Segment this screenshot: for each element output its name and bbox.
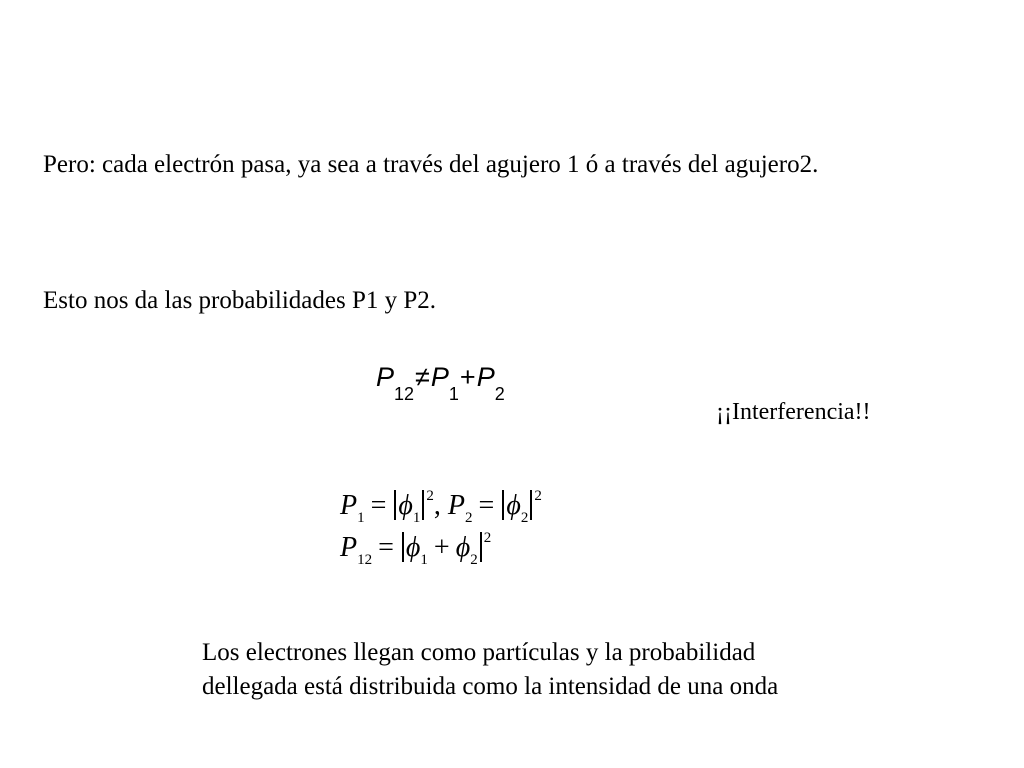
formula-exponent: 2 [534, 488, 542, 504]
formula-subscript: 12 [357, 552, 373, 568]
formula-operator: + [433, 532, 450, 563]
formula-symbol: P [430, 362, 449, 392]
formula-individual [340, 488, 542, 526]
statement-text: Pero: cada electrón pasa, ya sea a través del agujero 1 ó a través del agujero2. [43, 151, 819, 178]
phi-symbol: ϕ [506, 490, 521, 521]
formula-operator: ≠ [415, 362, 430, 392]
formula-operator: = [378, 532, 394, 563]
formula-subscript: 2 [520, 510, 529, 526]
abs-bar [422, 490, 424, 520]
formula-subscript: 1 [420, 552, 428, 568]
formula-subscript: 1 [412, 510, 421, 526]
formula-symbol: P [476, 362, 495, 392]
formula-symbol: P [340, 532, 358, 563]
conclusion-text: Los electrones llegan como partículas y la probabilidad dellegada está distribuida como la intensidad de una onda [202, 639, 779, 700]
formula-subscript: 2 [470, 552, 478, 568]
formula-operator: = [478, 490, 495, 521]
formula-subscript: 1 [357, 510, 365, 526]
formula-subscript: 12 [394, 384, 415, 404]
formula-separator: , [433, 490, 441, 521]
formula-subscript: 1 [448, 384, 459, 404]
abs-bar [402, 532, 404, 562]
formula-exponent: 2 [483, 530, 492, 546]
formula-inequality [376, 362, 505, 410]
abs-bar [530, 490, 532, 520]
probabilities-text: Esto nos da las probabilidades P1 y P2. [43, 287, 437, 314]
formula-symbol: P [340, 490, 358, 521]
interference-label: ¡¡Interferencia!! [716, 399, 871, 425]
abs-bar [394, 490, 396, 520]
formula-operator: = [370, 490, 387, 521]
abs-bar [502, 490, 504, 520]
phi-symbol: ϕ [405, 532, 421, 563]
formula-symbol: P [376, 362, 395, 392]
formula-subscript: 2 [494, 384, 505, 404]
phi-symbol: ϕ [398, 490, 413, 521]
formula-subscript: 2 [465, 510, 473, 526]
formula-exponent: 2 [426, 488, 434, 504]
abs-bar [480, 532, 482, 562]
formula-symbol: P [447, 490, 466, 521]
phi-symbol: ϕ [455, 532, 471, 563]
formula-operator: + [459, 362, 476, 392]
formula-combined [340, 530, 492, 568]
